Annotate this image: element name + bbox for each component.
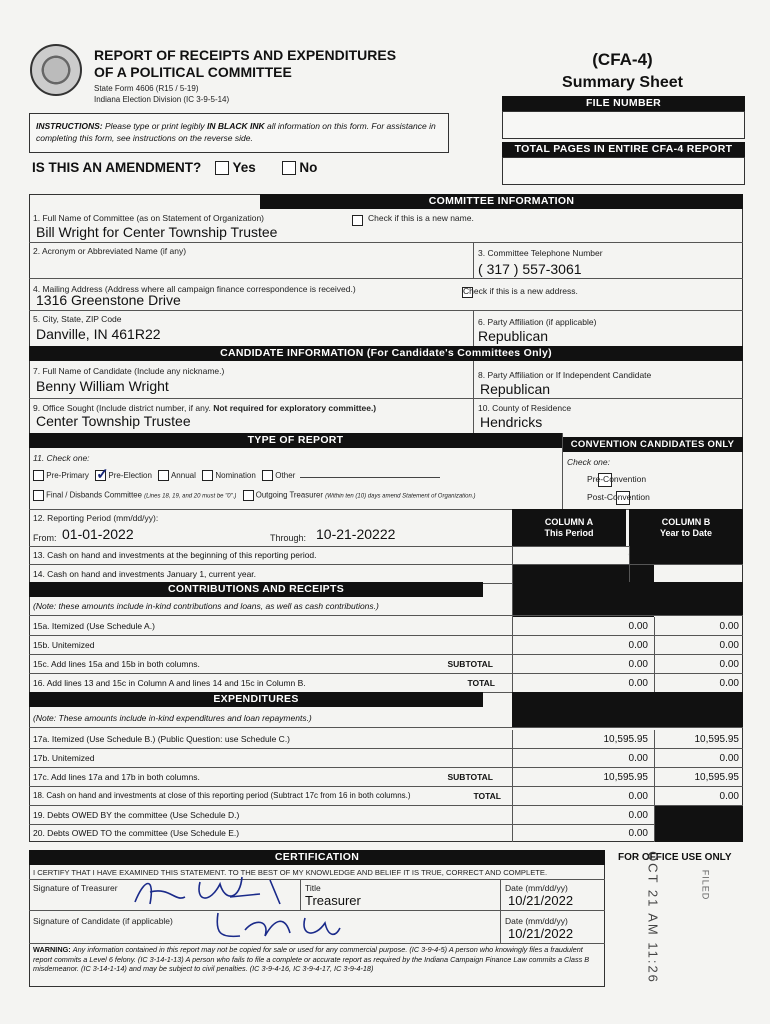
line-15b-label: 15b. Unitemized xyxy=(33,640,95,650)
line-15b-row xyxy=(29,636,743,655)
election-division: Indiana Election Division (IC 3-9-5-14) xyxy=(94,95,230,104)
line-20-col-a[interactable]: 0.00 xyxy=(512,824,654,842)
line-17b-col-a[interactable]: 0.00 xyxy=(512,749,654,767)
column-b-subtitle: Year to Date xyxy=(659,528,713,538)
check-one-label: 11. Check one: xyxy=(33,453,90,463)
title-value: Treasurer xyxy=(305,893,361,908)
candidate-name-label: 7. Full Name of Candidate (Include any nickname.) xyxy=(33,366,225,376)
amendment-question xyxy=(32,160,317,175)
line-13-col-b-blocked xyxy=(629,546,743,564)
warning-prefix: WARNING: xyxy=(33,945,71,954)
date-value-1: 10/21/2022 xyxy=(508,893,574,908)
treasurer-signature-label: Signature of Treasurer xyxy=(33,883,118,893)
committee-name-value: Bill Wright for Center Township Trustee xyxy=(36,224,278,240)
office-sought-value: Center Township Trustee xyxy=(36,413,191,429)
line-15b-col-a[interactable]: 0.00 xyxy=(512,636,654,654)
through-value: 10-21-20222 xyxy=(316,526,396,542)
line-18-label: 18. Cash on hand and investments at close of this reporting period (Subtract 17c from 16 in both columns.) xyxy=(33,791,411,800)
through-label: Through: xyxy=(270,533,307,543)
address-value: 1316 Greenstone Drive xyxy=(36,292,181,308)
received-stamp-filed: FILED xyxy=(700,869,711,901)
phone-area: 317 xyxy=(486,261,510,277)
convention-check-one: Check one: xyxy=(567,457,610,467)
title-label: Title xyxy=(305,883,321,893)
final-disbands-note: (Lines 18, 19, and 20 must be "0".) xyxy=(144,493,237,500)
county-value: Hendricks xyxy=(480,414,543,430)
report-type-row1 xyxy=(33,469,440,481)
outgoing-treasurer-checkbox[interactable] xyxy=(243,490,254,501)
contrib-note-row xyxy=(29,597,743,616)
line-16-total-tag: TOTAL xyxy=(467,678,495,688)
nomination-checkbox[interactable] xyxy=(202,470,213,481)
committee-section-header: COMMITTEE INFORMATION xyxy=(260,194,743,209)
column-a-title: COLUMN A xyxy=(544,517,594,527)
date-label-1: Date (mm/dd/yy) xyxy=(505,883,568,893)
amendment-label: IS THIS AN AMENDMENT? xyxy=(32,160,202,175)
line-18-col-a[interactable]: 0.00 xyxy=(512,787,654,805)
other-label: Other xyxy=(275,471,296,480)
phone-value: ( 317 ) 557-3061 xyxy=(478,261,582,277)
contributions-header: CONTRIBUTIONS AND RECEIPTS xyxy=(29,582,483,597)
total-pages-header: TOTAL PAGES IN ENTIRE CFA-4 REPORT xyxy=(502,142,745,157)
line-17a-col-a[interactable]: 10,595.95 xyxy=(512,730,654,748)
from-value: 01-01-2022 xyxy=(62,526,134,542)
county-label: 10. County of Residence xyxy=(478,403,572,413)
line-13-label: 13. Cash on hand and investments at the beginning of this reporting period. xyxy=(33,550,317,560)
form-title-line1: REPORT OF RECEIPTS AND EXPENDITURES xyxy=(94,47,397,63)
line-17c-label: 17c. Add lines 17a and 17b in both columns. xyxy=(33,772,200,782)
line-17c-col-a[interactable]: 10,595.95 xyxy=(512,768,654,786)
new-address-label: Check if this is a new address. xyxy=(463,286,578,296)
new-name-checkbox[interactable] xyxy=(352,215,363,226)
office-sought-label-b: Not required for exploratory committee.) xyxy=(213,403,377,413)
line-15a-col-b[interactable]: 0.00 xyxy=(654,617,743,635)
office-use-label: FOR OFFICE USE ONLY xyxy=(618,852,732,863)
annual-checkbox[interactable] xyxy=(158,470,169,481)
pre-convention-label: Pre-Convention xyxy=(587,474,647,484)
file-number-field[interactable] xyxy=(502,111,745,139)
convention-header: CONVENTION CANDIDATES ONLY xyxy=(562,437,743,452)
amendment-yes-checkbox[interactable] xyxy=(215,161,229,175)
candidate-name-value: Benny William Wright xyxy=(36,378,169,394)
candidate-signature-label: Signature of Candidate (if applicable) xyxy=(33,916,173,926)
line-19-label: 19. Debts OWED BY the committee (Use Schedule D.) xyxy=(33,810,240,820)
office-sought-label-a: 9. Office Sought (Include district number, if any. xyxy=(33,403,211,413)
annual-label: Annual xyxy=(170,471,196,480)
state-seal-icon xyxy=(30,44,82,96)
city-label: 5. City, State, ZIP Code xyxy=(33,314,122,324)
new-name-label: Check if this is a new name. xyxy=(368,213,474,223)
line-16-col-a[interactable]: 0.00 xyxy=(512,674,654,692)
line-16-col-b[interactable]: 0.00 xyxy=(654,674,743,692)
other-checkbox[interactable] xyxy=(262,470,273,481)
reporting-period-label: 12. Reporting Period (mm/dd/yy): xyxy=(33,513,159,523)
city-value: Danville, IN 461R22 xyxy=(36,326,161,342)
instructions-prefix: INSTRUCTIONS: xyxy=(36,121,103,131)
column-a-subtitle: This Period xyxy=(544,528,594,538)
form-code: (CFA-4) xyxy=(592,50,653,69)
file-number-header: FILE NUMBER xyxy=(502,96,745,111)
pre-primary-checkbox[interactable] xyxy=(33,470,44,481)
line-16-label: 16. Add lines 13 and 15c in Column A and lines 14 and 15c in Column B. xyxy=(33,678,306,688)
certification-header: CERTIFICATION xyxy=(29,850,605,865)
line-19-row xyxy=(29,806,743,825)
line-17a-row xyxy=(29,730,743,749)
line-20-row xyxy=(29,824,743,843)
date-label-2: Date (mm/dd/yy) xyxy=(505,916,568,926)
line-15a-label: 15a. Itemized (Use Schedule A.) xyxy=(33,621,155,631)
total-pages-field[interactable] xyxy=(502,157,745,185)
exp-note-row xyxy=(29,709,743,728)
date-value-2: 10/21/2022 xyxy=(508,926,574,941)
line-19-col-a[interactable]: 0.00 xyxy=(512,806,654,824)
line-13-row xyxy=(29,546,743,565)
line-14-label: 14. Cash on hand and investments January 1, current year. xyxy=(33,569,257,579)
expenditures-header: EXPENDITURES xyxy=(29,692,483,707)
column-b-title: COLUMN B xyxy=(661,517,711,527)
report-type-row2 xyxy=(33,490,476,501)
line-17c-col-b[interactable]: 10,595.95 xyxy=(654,768,743,786)
final-disbands-label: Final / Disbands Committee xyxy=(46,490,142,500)
contrib-note: (Note: these amounts include in-kind contributions and loans, as well as cash contributions.) xyxy=(33,601,379,611)
phone-number: 557-3061 xyxy=(522,261,582,277)
candidate-section-header: CANDIDATE INFORMATION (For Candidate's Committees Only) xyxy=(29,346,743,361)
treasurer-signature-mark xyxy=(130,872,300,912)
amendment-yes-label: Yes xyxy=(232,160,256,175)
other-field[interactable] xyxy=(300,469,440,478)
committee-name-label: 1. Full Name of Committee (as on Statement of Organization) xyxy=(33,213,265,223)
line-17b-row xyxy=(29,749,743,768)
type-of-report-header: TYPE OF REPORT xyxy=(29,433,562,448)
amendment-no-checkbox[interactable] xyxy=(282,161,296,175)
line-17a-label: 17a. Itemized (Use Schedule B.) (Public Question: use Schedule C.) xyxy=(33,734,291,744)
amendment-no-label: No xyxy=(299,160,318,175)
line-17b-col-b[interactable]: 0.00 xyxy=(654,749,743,767)
instructions-text-b: all information on this form. For assistance in completing this form, see instructions on the reverse side. xyxy=(36,121,436,143)
committee-party-label: 6. Party Affiliation (if applicable) xyxy=(478,317,597,327)
sheet-title: Summary Sheet xyxy=(562,74,683,91)
pre-primary-label: Pre-Primary xyxy=(46,471,89,480)
form-number: State Form 4606 (R15 / 5-19) xyxy=(94,84,199,93)
line-17c-subtotal-tag: SUBTOTAL xyxy=(447,772,493,782)
line-14-col-b[interactable] xyxy=(629,565,743,583)
line-18-total-tag: TOTAL xyxy=(473,791,501,801)
warning-text xyxy=(33,945,601,974)
from-label: From: xyxy=(33,533,57,543)
line-15c-col-b[interactable]: 0.00 xyxy=(654,655,743,673)
outgoing-treasurer-note: (Within ten (10) days amend Statement of Organization.) xyxy=(325,493,476,500)
line-15c-label: 15c. Add lines 15a and 15b in both columns. xyxy=(33,659,200,669)
instructions-box xyxy=(29,113,449,153)
candidate-party-label: 8. Party Affiliation or If Independent Candidate xyxy=(478,370,652,380)
line-17a-col-b[interactable]: 10,595.95 xyxy=(654,730,743,748)
line-17c-row xyxy=(29,768,743,787)
line-18-row xyxy=(29,787,743,806)
form-title-line2: OF A POLITICAL COMMITTEE xyxy=(94,64,292,80)
line-15c-row xyxy=(29,655,743,674)
instructions-emph: IN BLACK INK xyxy=(207,121,265,131)
nomination-label: Nomination xyxy=(215,471,256,480)
line-16-row xyxy=(29,674,743,693)
candidate-signature-mark xyxy=(210,908,370,944)
candidate-party-value: Republican xyxy=(480,381,551,397)
final-disbands-checkbox[interactable] xyxy=(33,490,44,501)
pre-election-checkbox[interactable] xyxy=(95,470,106,481)
line-15c-col-a[interactable]: 0.00 xyxy=(512,655,654,673)
post-convention-label: Post-Convention xyxy=(587,492,650,502)
line-15a-row xyxy=(29,617,743,636)
address-label: 4. Mailing Address (Address where all campaign finance correspondence is received.) xyxy=(33,284,356,294)
phone-label: 3. Committee Telephone Number xyxy=(478,248,603,258)
line-20-label: 20. Debts OWED TO the committee (Use Schedule E.) xyxy=(33,828,240,838)
column-b-header xyxy=(629,509,743,546)
outgoing-treasurer-label: Outgoing Treasurer xyxy=(255,490,323,500)
warning-body: Any information contained in this report may not be copied for sale or used for any commercial purpose. (IC 3-9-4-5) A person who knowingly files a fraudulent report commits a Level 6 felony. (IC 3-14-1-13) A person who fails to file a complete or accurate report as required by the Indiana Campaign Finance Law commits a Class B misdemeanor. (IC 3-14-1-14) and may be subject to civil penalties. (IC 3-9-4-16, IC 3-9-4-17, IC 3-9-4-18) xyxy=(33,945,590,973)
instructions-text-a: Please type or print legibly xyxy=(104,121,205,131)
pre-election-label: Pre-Election xyxy=(108,471,152,480)
certification-statement: I CERTIFY THAT I HAVE EXAMINED THIS STATEMENT. TO THE BEST OF MY KNOWLEDGE AND BELIEF IT IS TRUE, CORRECT AND COMPLETE. xyxy=(33,868,548,877)
line-18-col-b[interactable]: 0.00 xyxy=(654,787,743,805)
exp-note: (Note: These amounts include in-kind expenditures and loan repayments.) xyxy=(33,713,312,723)
line-15a-col-a[interactable]: 0.00 xyxy=(512,617,654,635)
committee-party-value: Republican xyxy=(478,328,549,344)
column-a-header xyxy=(512,509,626,546)
acronym-label: 2. Acronym or Abbreviated Name (if any) xyxy=(33,246,187,256)
office-sought-label xyxy=(33,403,376,413)
line-15b-col-b[interactable]: 0.00 xyxy=(654,636,743,654)
line-15c-subtotal-tag: SUBTOTAL xyxy=(447,659,493,669)
line-17b-label: 17b. Unitemized xyxy=(33,753,95,763)
received-stamp-date: OCT 21 AM 11:26 xyxy=(645,851,661,984)
